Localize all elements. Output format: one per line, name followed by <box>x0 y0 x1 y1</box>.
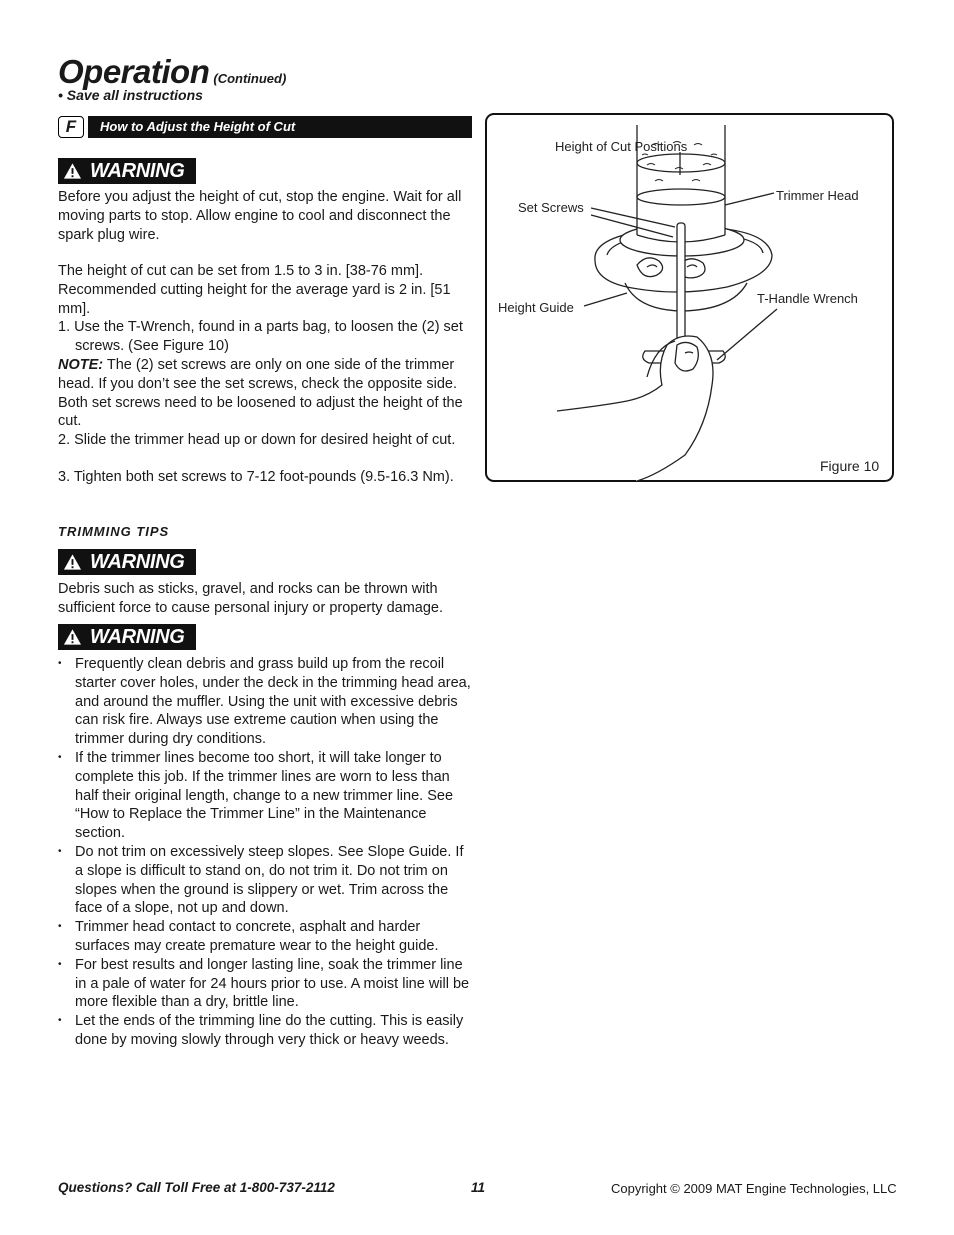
warning-triangle-icon <box>63 628 82 646</box>
label-height-positions: Height of Cut Positions <box>555 139 688 154</box>
note-label: NOTE: <box>58 357 104 373</box>
list-item: • Trimmer head contact to concrete, asphalt and harder surfaces may create premature wear to the height guide. <box>58 918 472 956</box>
warning-triangle-icon <box>63 553 82 571</box>
label-trimmer-head: Trimmer Head <box>776 188 859 203</box>
warning-banner-debris <box>58 549 196 575</box>
warning-label: WARNING <box>90 551 185 573</box>
warning-banner-stop-engine <box>58 158 196 184</box>
label-t-handle-wrench: T-Handle Wrench <box>757 291 858 306</box>
warning-triangle-icon <box>63 162 82 180</box>
warning-banner-tips <box>58 624 196 650</box>
note <box>58 356 474 431</box>
step-3: 3. Tighten both set screws to 7-12 foot-pounds (9.5-16.3 Nm). <box>58 469 454 485</box>
footer-copyright: Copyright © 2009 MAT Engine Technologies, LLC <box>611 1181 897 1196</box>
figure-caption: Figure 10 <box>820 458 880 474</box>
list-item: • Let the ends of the trimming line do the cutting. This is easily done by moving slowly through very thick or heavy weeds. <box>58 1012 472 1050</box>
note-text: The (2) set screws are only on one side of the trimmer head. If you don’t see the set screws, check the opposite side. Both set screws need to be loosened to adjust the height of the cut. <box>58 357 463 430</box>
save-instructions-note: • Save all instructions <box>58 87 203 103</box>
warning-text-stop-engine: Before you adjust the height of cut, stop the engine. Wait for all moving parts to stop. Allow engine to cool and disconnect the spark plug wire. <box>58 189 462 243</box>
trimming-tips-heading: TRIMMING TIPS <box>58 524 170 539</box>
section-letter: F <box>58 116 84 138</box>
warning-label: WARNING <box>90 160 185 182</box>
page-number: 11 <box>471 1180 486 1195</box>
list-item: • Frequently clean debris and grass build up from the recoil starter cover holes, under the deck in the trimming head area, and around the muffler. Using the unit with excessive debris can risk fire. Always use extreme caution when using the trimmer during dry conditions. <box>58 655 472 749</box>
height-intro: The height of cut can be set from 1.5 to 3 in. [38-76 mm]. Recommended cutting height for the average yard is 2 in. [51 mm]. <box>58 263 451 317</box>
label-height-guide: Height Guide <box>498 300 574 315</box>
section-header <box>58 116 472 138</box>
page-title-text: Operation <box>58 53 210 90</box>
section-title-band <box>88 116 472 138</box>
tips-list <box>58 655 472 1050</box>
list-item: • Do not trim on excessively steep slopes. See Slope Guide. If a slope is difficult to stand on, do not trim it. Do not trim on slopes when the ground is slippery or wet. Trim across the face of a slope, not up and down. <box>58 843 472 918</box>
step-1: 1. Use the T-Wrench, found in a parts bag, to loosen the (2) set screws. (See Figure 10) <box>58 319 463 354</box>
list-item: • For best results and longer lasting line, soak the trimmer line in a pale of water for 24 hours prior to use. A moist line will be more flexible than a dry, brittle line. <box>58 956 472 1012</box>
section-title: How to Adjust the Height of Cut <box>100 119 296 134</box>
warning-label: WARNING <box>90 626 185 648</box>
footer-phone: Questions? Call Toll Free at 1-800-737-2112 <box>58 1180 335 1195</box>
continued-label: (Continued) <box>213 71 287 86</box>
label-set-screws: Set Screws <box>518 200 584 215</box>
list-item: • If the trimmer lines become too short, it will take longer to complete this job. If the trimmer lines are worn to less than half their original length, change to a new trimmer line. See “How to Replace the Trimmer Line” in the Maintenance section. <box>58 749 472 843</box>
warning-text-debris: Debris such as sticks, gravel, and rocks can be thrown with sufficient force to cause personal injury or property damage. <box>58 581 443 616</box>
figure-10 <box>485 113 894 482</box>
trimmer-head-illustration <box>487 115 896 484</box>
step-2: 2. Slide the trimmer head up or down for desired height of cut. <box>58 432 456 448</box>
